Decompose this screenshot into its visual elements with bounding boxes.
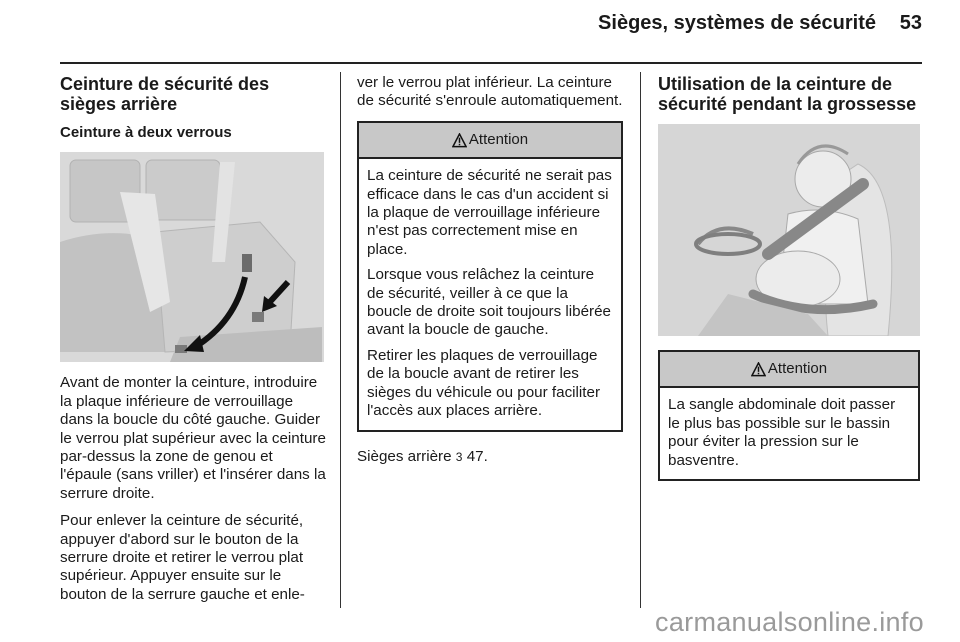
warning-triangle-icon	[452, 133, 467, 148]
warning-paragraph-3: Retirer les plaques de verrouillage de la boucle avant de retirer les sièges du véhicule ou pour faciliter l'accès aux places arrière.	[367, 346, 601, 420]
section-heading-rear-belts: Ceinture de sécurité des sièges arrière	[60, 74, 270, 114]
page-header-title: Sièges, systèmes de sécurité	[598, 12, 876, 34]
rear-seat-belt-photo	[60, 152, 324, 362]
body-paragraph-unfasten: Pour enlever la ceinture de sécurité, appuyer d'abord sur le bouton de la serrure droite et retirer le verrou plat supérieur. Appuyer ensuite sur le bouton de la serrure gauche et enle-	[60, 512, 305, 603]
warning-paragraph-1: La ceinture de sécurité ne serait pas efficace dans le cas d'un accident si la plaque de verrouillage inférieure n'est pas correctement mise en place.	[367, 167, 612, 258]
warning-paragraph-2: Lorsque vous relâchez la ceinture de sécurité, veiller à ce que la boucle de droite soit toujours libérée avant la boucle de gauche.	[367, 266, 611, 339]
header-rule	[60, 62, 922, 64]
rear-seat-illustration	[60, 152, 324, 362]
pregnant-driver-illustration	[658, 124, 920, 336]
warning-box-belt	[357, 121, 623, 432]
warning-header	[660, 352, 918, 388]
warning-box-pregnancy	[658, 350, 920, 481]
pregnancy-belt-illustration	[658, 124, 920, 336]
body-paragraph-continued: ver le verrou plat inférieur. La ceinture de sécurité s'enroule automatiquement.	[357, 74, 623, 110]
cross-reference[interactable]	[357, 448, 623, 466]
column-divider-1	[340, 72, 341, 608]
warning-body	[660, 388, 918, 479]
xref-page: 47.	[466, 447, 488, 465]
column-middle	[357, 74, 623, 475]
warning-header	[359, 123, 621, 159]
warning-body	[359, 159, 621, 429]
xref-text: Sièges arrière	[357, 447, 452, 465]
column-left	[60, 74, 326, 613]
warning-title: Attention	[468, 130, 529, 148]
column-divider-2	[640, 72, 641, 608]
body-paragraph-fasten: Avant de monter la ceinture, introduire la plaque inférieure de verrouillage dans la boucle du côté gauche. Guider le verrou plat supérieur avec la ceinture par-dessus la zone de genou et l'épaule (sans vriller) et l'insérer dans la serrure droite.	[60, 374, 326, 502]
page-number: 53	[899, 12, 922, 34]
section-heading-pregnancy: Utilisation de la ceinture de sécurité pendant la grossesse	[658, 74, 917, 114]
warning-triangle-icon	[751, 362, 766, 377]
watermark: carmanualsonline.info	[655, 607, 924, 637]
warning-paragraph-1: La sangle abdominale doit passer le plus bas possible sur le bassin pour éviter la pression sur le basventre.	[668, 396, 896, 469]
subheading-two-lock-belt: Ceinture à deux verrous	[60, 124, 232, 141]
xref-arrow-icon: 3	[455, 449, 463, 464]
warning-title: Attention	[767, 360, 828, 377]
column-right	[658, 74, 920, 497]
